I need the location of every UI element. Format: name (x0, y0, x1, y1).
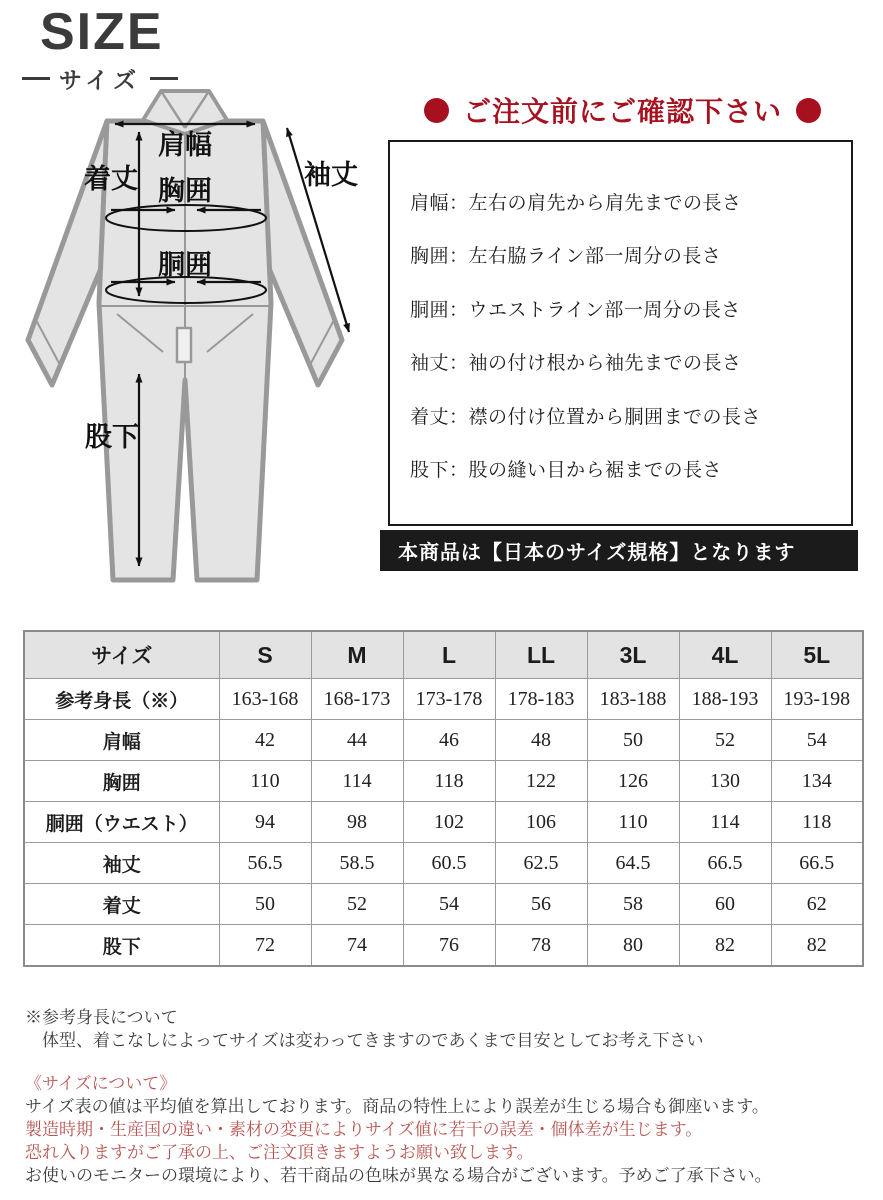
size-value-cell: 122 (495, 761, 587, 802)
size-value-cell: 118 (403, 761, 495, 802)
footnote-size-about-title: 《サイズについて》 (25, 1074, 177, 1093)
size-value-cell: 114 (679, 802, 771, 843)
size-value-cell: 183-188 (587, 679, 679, 720)
table-header-s: S (219, 631, 311, 679)
footnote-ref-height-title: ※参考身長について (25, 1008, 178, 1027)
footnote-line-average: サイズ表の値は平均値を算出しております。商品の特性上により誤差が生じる場合も御座います。 (25, 1097, 769, 1116)
table-row (24, 720, 863, 761)
size-value-cell: 56 (495, 884, 587, 925)
table-row (24, 925, 863, 967)
row-label: 着丈 (24, 884, 219, 925)
table-header-size: サイズ (24, 631, 219, 679)
table-row (24, 761, 863, 802)
size-value-cell: 48 (495, 720, 587, 761)
size-value-cell: 58 (587, 884, 679, 925)
size-value-cell: 82 (679, 925, 771, 967)
size-value-cell: 110 (219, 761, 311, 802)
table-header-3l: 3L (587, 631, 679, 679)
size-value-cell: 173-178 (403, 679, 495, 720)
size-value-cell: 114 (311, 761, 403, 802)
size-value-cell: 102 (403, 802, 495, 843)
definition-shoulder: 肩幅：左右の肩先から肩先までの長さ (410, 193, 742, 214)
footnote-line-apology: 恐れ入りますがご了承の上、ご注文頂きますようお願い致します。 (25, 1143, 534, 1162)
zipper-pull (177, 328, 191, 362)
footnote-line-variance: 製造時期・生産国の違い・素材の変更によりサイズ値に若干の誤差・個体差が生じます。 (25, 1120, 703, 1139)
size-value-cell: 80 (587, 925, 679, 967)
size-value-cell: 163-168 (219, 679, 311, 720)
size-value-cell: 134 (771, 761, 863, 802)
size-value-cell: 106 (495, 802, 587, 843)
notice-title-text: ご注文前にご確認下さい (462, 96, 782, 127)
size-value-cell: 98 (311, 802, 403, 843)
size-table-container (23, 630, 862, 967)
definition-waist: 胴囲：ウエストライン部一周分の長さ (410, 299, 741, 321)
shoulder-width-label: 肩幅 (158, 130, 212, 160)
inseam-label: 股下 (85, 422, 139, 452)
size-table (23, 630, 864, 967)
row-label: 袖丈 (24, 843, 219, 884)
definition-sleeve: 袖丈：袖の付け根から袖先までの長さ (410, 353, 742, 375)
notice-title (390, 92, 855, 128)
definition-body-length: 着丈：襟の付け位置から胴囲までの長さ (410, 406, 762, 428)
size-value-cell: 58.5 (311, 843, 403, 884)
footnote-ref-height-body: 体型、着こなしによってサイズは変わってきますのであくまで目安としてお考え下さい (25, 1031, 704, 1050)
body-length-label: 着丈 (84, 164, 138, 194)
row-label: 参考身長（※） (24, 679, 219, 720)
table-header-4l: 4L (679, 631, 771, 679)
size-value-cell: 56.5 (219, 843, 311, 884)
table-header-ll: LL (495, 631, 587, 679)
page-subtitle-label: サイズ (58, 67, 142, 93)
waist-label: 胴囲 (158, 250, 212, 280)
size-value-cell: 78 (495, 925, 587, 967)
size-value-cell: 52 (311, 884, 403, 925)
table-header-l: L (403, 631, 495, 679)
size-value-cell: 66.5 (679, 843, 771, 884)
size-value-cell: 60.5 (403, 843, 495, 884)
table-header-m: M (311, 631, 403, 679)
row-label: 胸囲 (24, 761, 219, 802)
size-value-cell: 44 (311, 720, 403, 761)
footnote-line-monitor: お使いのモニターの環境により、若干商品の色味が異なる場合がございます。予めご了承下さい。 (25, 1166, 772, 1185)
row-label: 肩幅 (24, 720, 219, 761)
size-value-cell: 76 (403, 925, 495, 967)
bullet-circle-icon (424, 98, 449, 123)
size-value-cell: 94 (219, 802, 311, 843)
subtitle-dash-right (150, 77, 178, 80)
table-row (24, 802, 863, 843)
row-label: 股下 (24, 925, 219, 967)
subtitle-dash-left (22, 77, 50, 80)
size-value-cell: 54 (403, 884, 495, 925)
size-value-cell: 74 (311, 925, 403, 967)
size-value-cell: 60 (679, 884, 771, 925)
size-value-cell: 168-173 (311, 679, 403, 720)
definition-inseam: 股下：股の縫い目から裾までの長さ (410, 459, 723, 481)
size-value-cell: 42 (219, 720, 311, 761)
footnotes (25, 1006, 865, 1187)
footnote-spacer (25, 1052, 865, 1072)
size-value-cell: 130 (679, 761, 771, 802)
size-value-cell: 193-198 (771, 679, 863, 720)
size-value-cell: 62 (771, 884, 863, 925)
row-label: 胴囲（ウエスト） (24, 802, 219, 843)
table-header-5l: 5L (771, 631, 863, 679)
coverall-measurement-diagram (25, 88, 360, 603)
chest-label: 胸囲 (158, 176, 212, 206)
size-value-cell: 82 (771, 925, 863, 967)
size-value-cell: 72 (219, 925, 311, 967)
measurement-definitions-box (388, 140, 853, 526)
size-value-cell: 178-183 (495, 679, 587, 720)
definition-chest: 胸囲：左右脇ライン部一周分の長さ (410, 246, 722, 268)
size-value-cell: 46 (403, 720, 495, 761)
page-title: SIZE (40, 3, 164, 61)
table-row (24, 884, 863, 925)
size-value-cell: 66.5 (771, 843, 863, 884)
size-value-cell: 62.5 (495, 843, 587, 884)
table-row (24, 679, 863, 720)
size-value-cell: 188-193 (679, 679, 771, 720)
sleeve-length-label: 袖丈 (304, 160, 358, 190)
japan-size-standard-bar: 本商品は【日本のサイズ規格】となります (380, 530, 858, 571)
table-header-row (24, 631, 863, 679)
size-value-cell: 64.5 (587, 843, 679, 884)
size-value-cell: 50 (587, 720, 679, 761)
table-row (24, 843, 863, 884)
size-value-cell: 110 (587, 802, 679, 843)
size-value-cell: 126 (587, 761, 679, 802)
size-value-cell: 54 (771, 720, 863, 761)
coverall-illustration (28, 91, 342, 580)
bullet-circle-icon (796, 98, 821, 123)
size-value-cell: 118 (771, 802, 863, 843)
size-value-cell: 52 (679, 720, 771, 761)
size-value-cell: 50 (219, 884, 311, 925)
